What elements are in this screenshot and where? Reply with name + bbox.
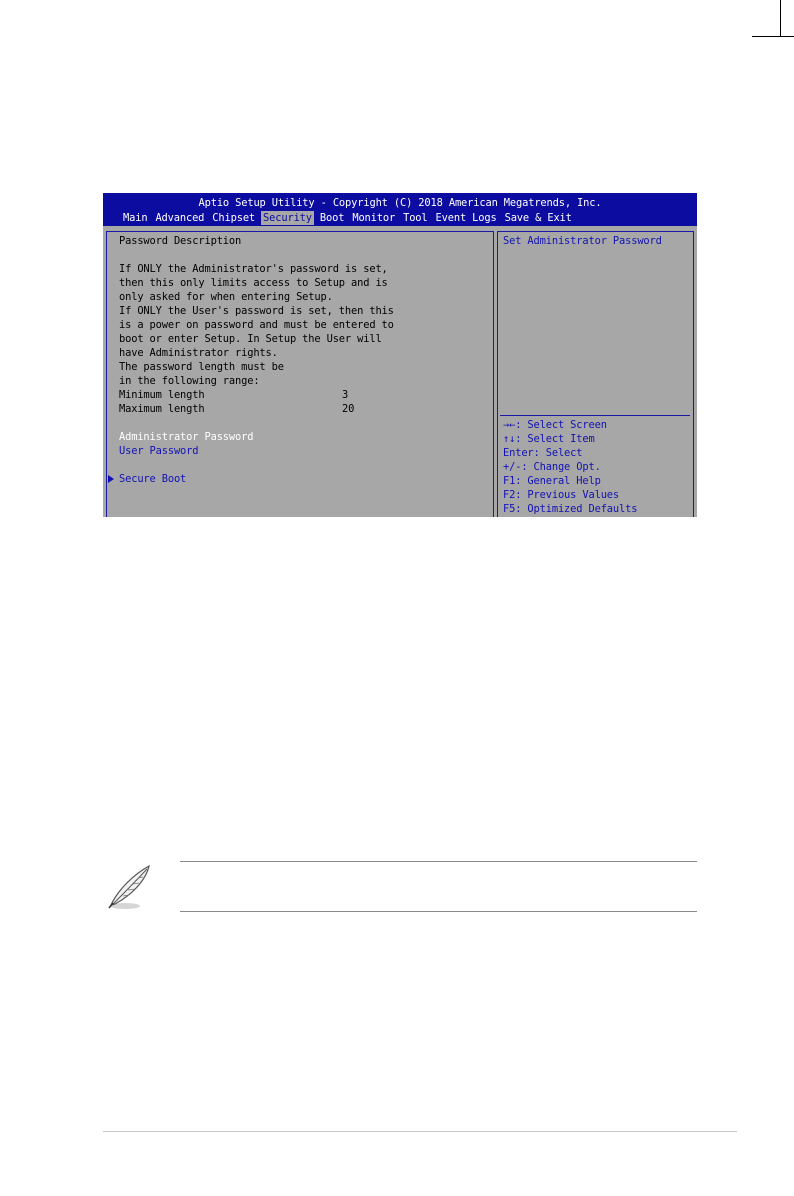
administrator-password-item[interactable]: Administrator Password xyxy=(119,431,254,443)
password-description-heading: Password Description xyxy=(119,235,242,247)
note-bottom-rule xyxy=(180,911,697,912)
help-panel xyxy=(497,231,694,517)
note-top-rule xyxy=(180,861,697,862)
minimum-length-label: Minimum length xyxy=(119,389,205,401)
description-line: is a power on password and must be entered to xyxy=(119,319,394,331)
bios-screenshot xyxy=(103,193,697,517)
minimum-length-value: 3 xyxy=(342,389,349,401)
crop-mark-horizontal xyxy=(752,36,794,37)
key-hint: Enter: Select xyxy=(503,447,583,459)
key-hint: ↑↓: Select Item xyxy=(503,433,595,445)
key-hint: +/-: Change Opt. xyxy=(503,461,601,473)
maximum-length-value: 20 xyxy=(342,403,355,415)
tab-tool[interactable]: Tool xyxy=(403,212,428,224)
secure-boot-item[interactable]: Secure Boot xyxy=(119,473,187,485)
description-line: only asked for when entering Setup. xyxy=(119,291,333,303)
tab-chipset[interactable]: Chipset xyxy=(212,212,256,224)
bios-header xyxy=(103,193,697,226)
key-hint: F5: Optimized Defaults xyxy=(503,503,638,515)
description-line: If ONLY the User's password is set, then this xyxy=(119,305,394,317)
feather-pen-icon xyxy=(103,862,155,914)
footer-rule xyxy=(103,1131,737,1132)
description-line: The password length must be xyxy=(119,361,284,373)
help-text: Set Administrator Password xyxy=(503,235,662,247)
tab-boot[interactable]: Boot xyxy=(319,212,345,224)
description-line: If ONLY the Administrator's password is set, xyxy=(119,263,388,275)
bios-title: Aptio Setup Utility - Copyright (C) 2018 American Megatrends, Inc. xyxy=(198,197,602,209)
settings-panel xyxy=(106,231,494,517)
tab-monitor[interactable]: Monitor xyxy=(352,212,396,224)
tab-advanced[interactable]: Advanced xyxy=(155,212,205,224)
tab-main[interactable]: Main xyxy=(123,212,148,224)
bios-tab-bar xyxy=(121,211,578,225)
tab-event-logs[interactable]: Event Logs xyxy=(435,212,497,224)
crop-mark-vertical xyxy=(780,0,781,36)
description-line: then this only limits access to Setup and is xyxy=(119,277,388,289)
tab-save-exit[interactable]: Save & Exit xyxy=(504,212,572,224)
key-hint: F1: General Help xyxy=(503,475,601,487)
key-hint: F2: Previous Values xyxy=(503,489,620,501)
description-line: boot or enter Setup. In Setup the User will xyxy=(119,333,382,345)
key-hint: →←: Select Screen xyxy=(503,419,607,431)
user-password-item[interactable]: User Password xyxy=(119,445,199,457)
help-divider xyxy=(500,415,690,416)
maximum-length-label: Maximum length xyxy=(119,403,205,415)
submenu-arrow-icon xyxy=(108,475,114,483)
description-line: have Administrator rights. xyxy=(119,347,278,359)
tab-security[interactable]: Security xyxy=(263,212,312,224)
description-line: in the following range: xyxy=(119,375,260,387)
